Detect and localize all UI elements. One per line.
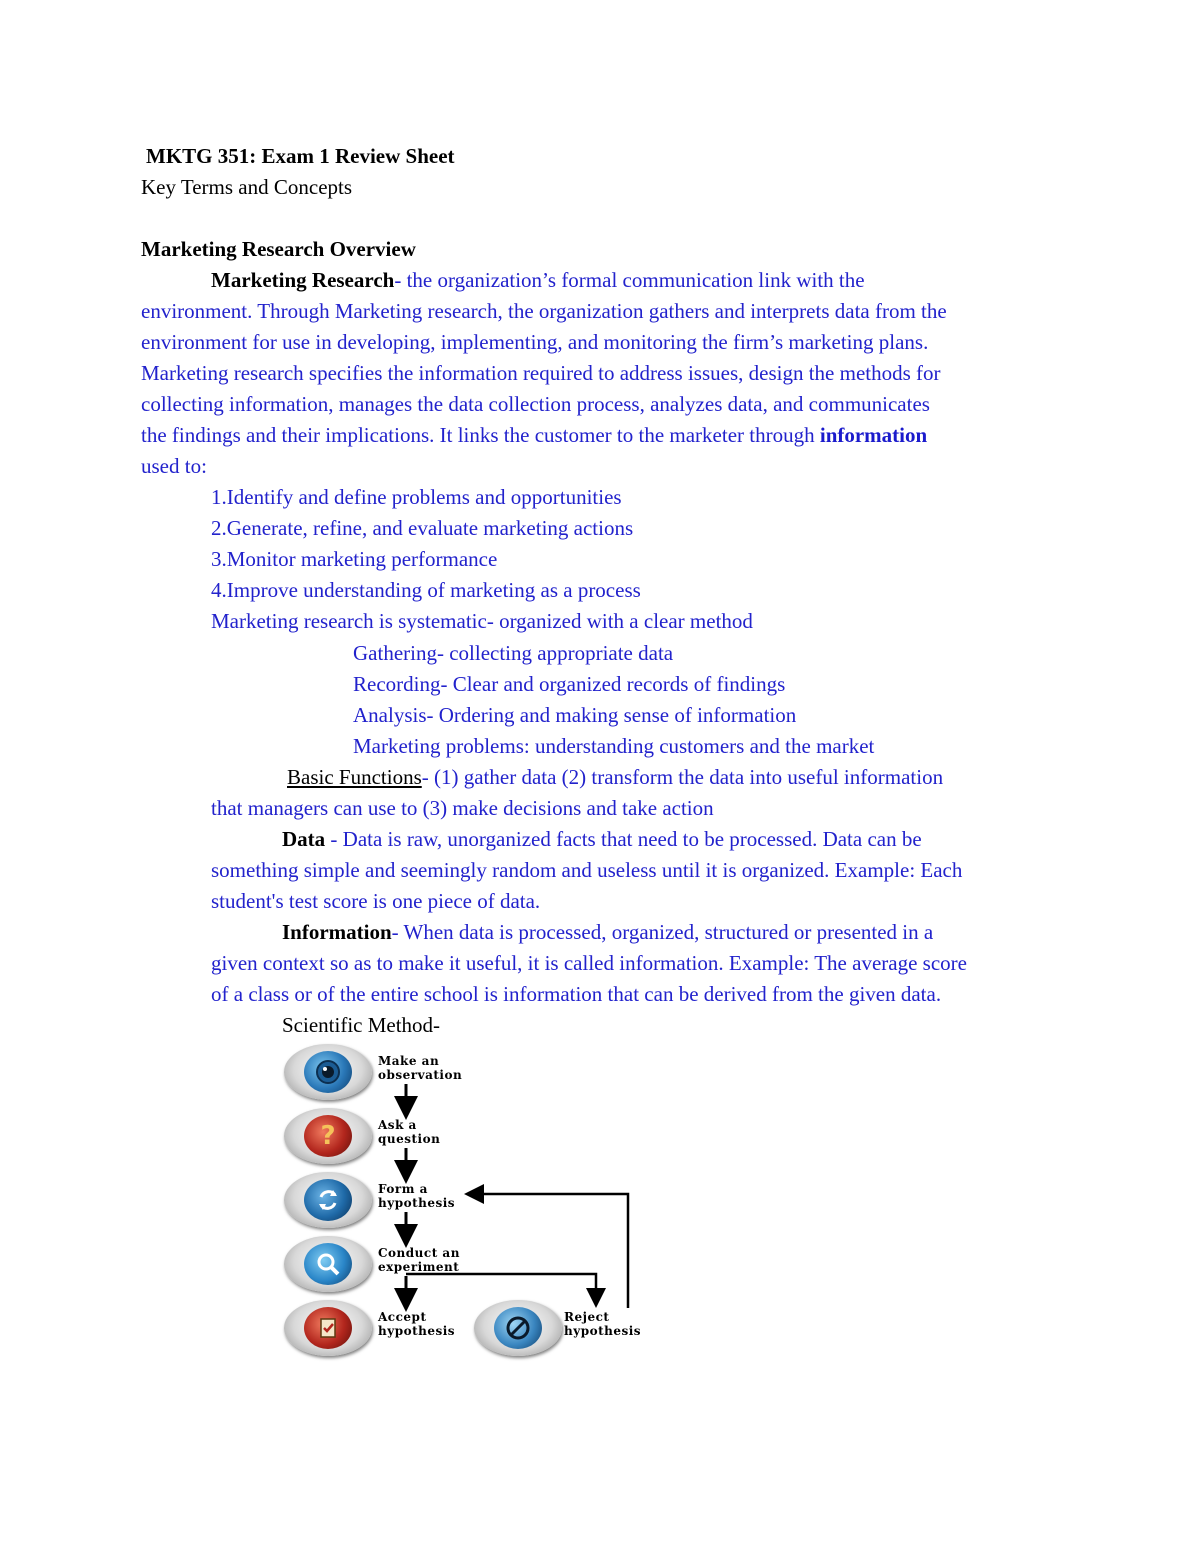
- basic-functions-line-2: that managers can use to (3) make decisions and take action: [211, 796, 714, 820]
- mr-definition-line-2: environment. Through Marketing research, the organization gathers and interprets data from the: [141, 299, 947, 323]
- mr-term: Marketing Research: [211, 268, 395, 292]
- information-keyword: information: [819, 423, 928, 447]
- scientific-method-label: Scientific Method-: [282, 1013, 441, 1037]
- clipboard-check-icon: [284, 1300, 372, 1356]
- data-term: Data: [282, 827, 331, 851]
- basic-functions-term: Basic Functions: [287, 765, 422, 789]
- information-definition-line-1: Information- When data is processed, organized, structured or presented in a: [282, 920, 934, 944]
- mr-definition-line-3: environment for use in developing, implementing, and monitoring the firm’s marketing plans.: [141, 330, 929, 354]
- section-heading: Marketing Research Overview: [141, 237, 416, 261]
- mr-definition-line-4: Marketing research specifies the information required to address issues, design the methods for: [141, 361, 941, 385]
- information-definition-line-3: of a class or of the entire school is information that can be derived from the given data.: [211, 982, 942, 1006]
- basic-functions-line-1: Basic Functions- (1) gather data (2) transform the data into useful information: [287, 765, 944, 789]
- eye-icon: [284, 1044, 372, 1100]
- systematic-statement: Marketing research is systematic- organized with a clear method: [211, 609, 753, 633]
- list-item: 4.Improve understanding of marketing as a process: [211, 578, 641, 602]
- sub-item: Gathering- collecting appropriate data: [353, 641, 674, 665]
- data-definition-line-1: Data - Data is raw, unorganized facts that need to be processed. Data can be: [282, 827, 922, 851]
- mr-definition-line-5: collecting information, manages the data collection process, analyzes data, and communicates: [141, 392, 930, 416]
- step-label-experiment: Conduct an experiment: [378, 1246, 460, 1274]
- question-icon: ?: [284, 1108, 372, 1164]
- arrow-reject-to-hypothesis: [474, 1194, 628, 1308]
- scientific-method-diagram: [282, 1040, 662, 1360]
- mr-definition-line-1: Marketing Research- the organization’s formal communication link with the: [211, 268, 865, 292]
- data-definition-line-3: student's test score is one piece of data.: [211, 889, 541, 913]
- sub-item: Marketing problems: understanding customers and the market: [353, 734, 875, 758]
- sub-item: Analysis- Ordering and making sense of information: [353, 703, 797, 727]
- sub-item: Recording- Clear and organized records of findings: [353, 672, 786, 696]
- step-label-reject: Reject hypothesis: [564, 1310, 642, 1338]
- step-label-observation: Make an observation: [378, 1054, 463, 1082]
- step-label-accept: Accept hypothesis: [378, 1310, 456, 1338]
- arrow-experiment-to-reject: [406, 1274, 596, 1298]
- information-definition-line-2: given context so as to make it useful, it is called information. Example: The average score: [211, 951, 967, 975]
- step-label-question: Ask a question: [378, 1118, 441, 1146]
- list-item: 2.Generate, refine, and evaluate marketing actions: [211, 516, 634, 540]
- magnifier-icon: [284, 1236, 372, 1292]
- list-item: 1.Identify and define problems and opportunities: [211, 485, 622, 509]
- list-item: 3.Monitor marketing performance: [211, 547, 498, 571]
- document-subtitle: Key Terms and Concepts: [141, 175, 353, 199]
- prohibited-icon: [474, 1300, 562, 1356]
- information-term: Information: [282, 920, 392, 944]
- data-definition-line-2: something simple and seemingly random and useless until it is organized. Example: Each: [211, 858, 963, 882]
- step-label-hypothesis: Form a hypothesis: [378, 1182, 456, 1210]
- mr-definition-line-6: the findings and their implications. It links the customer to the marketer through information: [141, 423, 928, 447]
- document-title: MKTG 351: Exam 1 Review Sheet: [146, 144, 455, 168]
- mr-used-to: used to:: [141, 454, 207, 478]
- cycle-arrows-icon: [284, 1172, 372, 1228]
